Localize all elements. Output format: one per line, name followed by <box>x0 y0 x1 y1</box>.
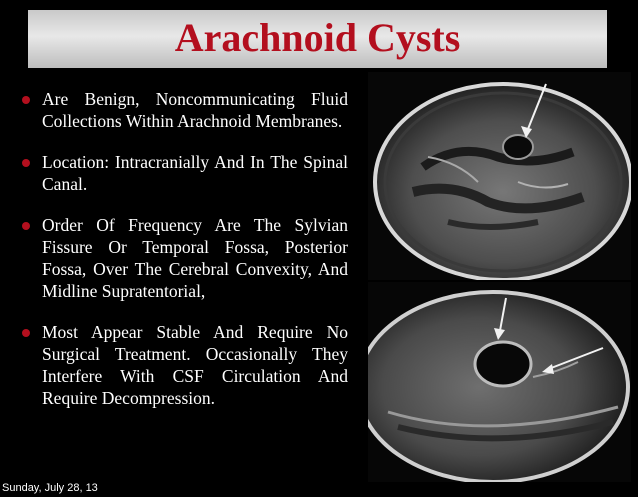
bullet-list <box>18 88 348 428</box>
bullet-dot-icon <box>22 159 30 167</box>
bullet-item <box>18 151 348 195</box>
bullet-dot-icon <box>22 222 30 230</box>
bullet-item <box>18 88 348 132</box>
slide-title: Arachnoid Cysts <box>174 15 461 60</box>
bullet-item <box>18 214 348 302</box>
ultrasound-image-posterior-fossa-cyst <box>368 282 631 482</box>
ultrasound-image-axial-cyst <box>368 72 631 280</box>
bullet-text: Most Appear Stable And Require No Surgical Treatment. Occasionally They Interfere With CSF Circulation And Require Decompression. <box>42 322 348 408</box>
bullet-text: Are Benign, Noncommunicating Fluid Collections Within Arachnoid Membranes. <box>42 89 348 131</box>
bullet-text: Order Of Frequency Are The Sylvian Fissure Or Temporal Fossa, Posterior Fossa, Over The Cerebral Convexity, And Midline Supratentorial, <box>42 215 348 301</box>
bullet-dot-icon <box>22 96 30 104</box>
bullet-dot-icon <box>22 329 30 337</box>
bullet-item <box>18 321 348 409</box>
bullet-text: Location: Intracranially And In The Spinal Canal. <box>42 152 348 194</box>
slide-footer-date: Sunday, July 28, 13 <box>2 482 98 494</box>
